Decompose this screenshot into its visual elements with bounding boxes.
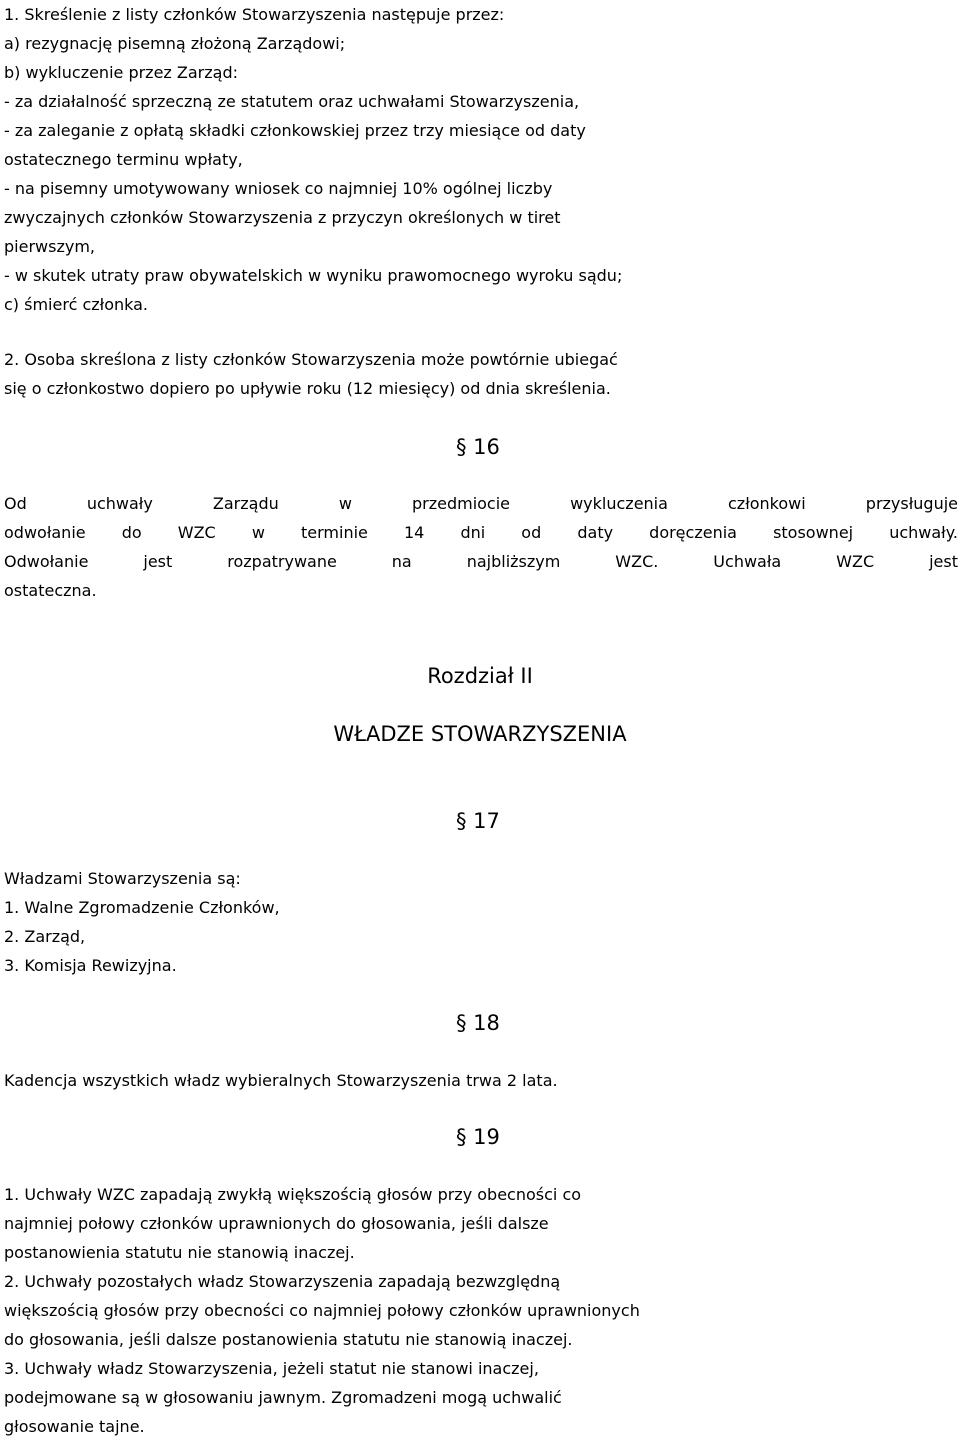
text-line: - za działalność sprzeczną ze statutem oraz uchwałami Stowarzyszenia, xyxy=(4,92,580,111)
section-17-heading: § 17 xyxy=(456,809,500,833)
section-16-heading: § 16 xyxy=(456,435,500,459)
text-line: do głosowania, jeśli dalsze postanowienia statutu nie stanowią inaczej. xyxy=(4,1330,573,1349)
section-15-point-2 xyxy=(4,345,958,403)
text-line: Władzami Stowarzyszenia są: xyxy=(4,869,241,888)
text-line: 2. Zarząd, xyxy=(4,927,86,946)
section-17-body xyxy=(4,864,958,980)
text-line: 3. Uchwały władz Stowarzyszenia, jeżeli statut nie stanowi inaczej, xyxy=(4,1359,539,1378)
text-line: postanowienia statutu nie stanowią inaczej. xyxy=(4,1243,355,1262)
text-line: ostateczna. xyxy=(4,581,97,600)
section-18-body xyxy=(4,1066,958,1095)
text-line: Od uchwały Zarządu w przedmiocie wykluczenia członkowi przysługuje xyxy=(4,494,958,513)
text-line: - w skutek utraty praw obywatelskich w wyniku prawomocnego wyroku sądu; xyxy=(4,266,623,285)
text-line: podejmowane są w głosowaniu jawnym. Zgromadzeni mogą uchwalić xyxy=(4,1388,562,1407)
text-line: Kadencja wszystkich władz wybieralnych Stowarzyszenia trwa 2 lata. xyxy=(4,1071,558,1090)
text-line: c) śmierć członka. xyxy=(4,295,148,314)
section-19-heading: § 19 xyxy=(456,1125,500,1149)
text-line: Odwołanie jest rozpatrywane na najbliższym WZC. Uchwała WZC jest xyxy=(4,552,958,571)
section-15-body xyxy=(4,0,958,319)
text-line: 2. Osoba skreślona z listy członków Stowarzyszenia może powtórnie ubiegać xyxy=(4,350,618,369)
text-line: pierwszym, xyxy=(4,237,95,256)
text-line: zwyczajnych członków Stowarzyszenia z przyczyn określonych w tiret xyxy=(4,208,561,227)
text-line: 1. Uchwały WZC zapadają zwykłą większością głosów przy obecności co xyxy=(4,1185,582,1204)
chapter-label: Rozdział II xyxy=(427,664,533,688)
text-line: 1. Skreślenie z listy członków Stowarzyszenia następuje przez: xyxy=(4,5,505,24)
section-16-body xyxy=(4,489,958,605)
text-line: b) wykluczenie przez Zarząd: xyxy=(4,63,238,82)
text-line: - za zaleganie z opłatą składki członkowskiej przez trzy miesiące od daty xyxy=(4,121,586,140)
text-line: głosowanie tajne. xyxy=(4,1417,145,1436)
text-line: 2. Uchwały pozostałych władz Stowarzyszenia zapadają bezwzględną xyxy=(4,1272,561,1291)
text-line: odwołanie do WZC w terminie 14 dni od daty doręczenia stosownej uchwały. xyxy=(4,523,958,542)
section-19-body xyxy=(4,1180,958,1441)
text-line: ostatecznego terminu wpłaty, xyxy=(4,150,243,169)
chapter-title: WŁADZE STOWARZYSZENIA xyxy=(333,722,627,746)
text-line: się o członkostwo dopiero po upływie roku (12 miesięcy) od dnia skreślenia. xyxy=(4,379,611,398)
text-line: większością głosów przy obecności co najmniej połowy członków uprawnionych xyxy=(4,1301,640,1320)
text-line: najmniej połowy członków uprawnionych do głosowania, jeśli dalsze xyxy=(4,1214,549,1233)
text-line: - na pisemny umotywowany wniosek co najmniej 10% ogólnej liczby xyxy=(4,179,553,198)
text-line: 1. Walne Zgromadzenie Członków, xyxy=(4,898,280,917)
section-18-heading: § 18 xyxy=(456,1011,500,1035)
text-line: a) rezygnację pisemną złożoną Zarządowi; xyxy=(4,34,346,53)
text-line: 3. Komisja Rewizyjna. xyxy=(4,956,177,975)
